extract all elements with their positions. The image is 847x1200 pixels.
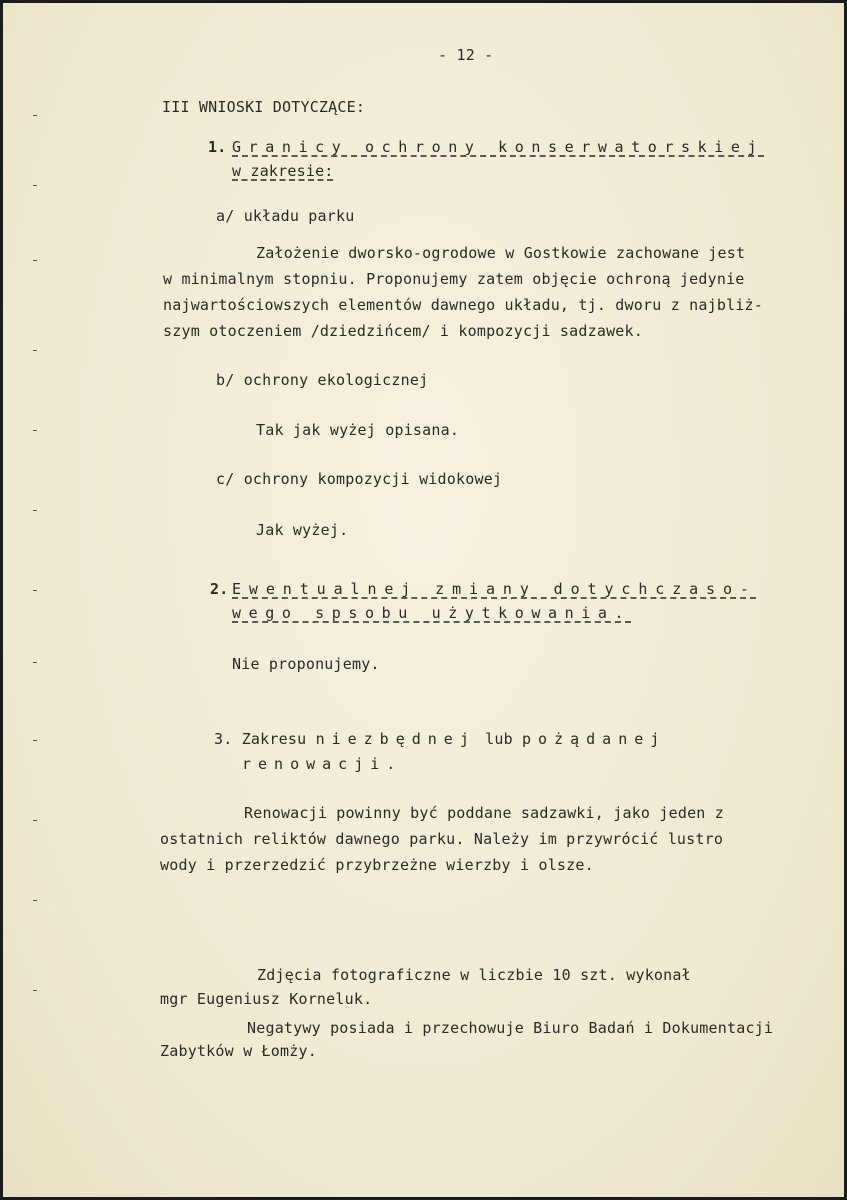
margin-mark — [33, 900, 37, 901]
item1-number: 1. — [208, 138, 227, 156]
margin-mark — [33, 740, 37, 741]
item3-title — [214, 730, 666, 748]
item2-number: 2. — [210, 580, 229, 598]
item3-line: ostatnich reliktów dawnego parku. Należy im przywrócić lustro — [160, 830, 724, 848]
margin-mark — [33, 590, 37, 591]
margin-mark — [33, 662, 37, 663]
margin-mark — [33, 990, 37, 991]
page-number: - 12 - — [438, 46, 494, 64]
item1c-label: c/ ochrony kompozycji widokowej — [216, 470, 503, 488]
item1a-line: najwartościowszych elementów dawnego układu, tj. dworu z najbliż- — [163, 296, 763, 314]
item3-line: Renowacji powinny być poddane sadzawki, jako jeden z — [244, 804, 724, 822]
margin-mark — [33, 185, 37, 186]
item2-title-cont: wego spsobu użytkowania. — [232, 604, 632, 622]
item3-title-a: Zakresu — [241, 730, 316, 748]
item2-text: Nie proponujemy. — [232, 655, 380, 673]
item1a-label: a/ układu parku — [216, 207, 355, 225]
item1a-line: Założenie dworsko-ogrodowe w Gostkowie zachowane jest — [256, 244, 746, 262]
item1c-text: Jak wyżej. — [256, 521, 349, 539]
item3-title-c: lub — [475, 730, 523, 748]
margin-mark — [33, 820, 37, 821]
margin-mark — [33, 350, 37, 351]
footer-line: mgr Eugeniusz Korneluk. — [160, 990, 373, 1008]
item2-title: Ewentualnej zmiany dotychczaso- — [232, 580, 757, 598]
item1-title-cont: w zakresie: — [232, 162, 334, 180]
item3-line: wody i przerzedzić przybrzeżne wierzby i olsze. — [160, 856, 594, 874]
item1b-text: Tak jak wyżej opisana. — [256, 421, 460, 439]
item3-title-b: niezbędnej — [315, 730, 476, 748]
item3-title-cont: renowacji. — [242, 755, 403, 773]
margin-mark — [33, 260, 37, 261]
item1a-line: w minimalnym stopniu. Proponujemy zatem objęcie ochroną jedynie — [163, 270, 745, 288]
item1a-line: szym otoczeniem /dziedzińcem/ i kompozycji sadzawek. — [163, 322, 643, 340]
item3-number: 3. — [214, 730, 233, 748]
item3-title-d: pożądanej — [522, 730, 667, 748]
item1b-label: b/ ochrony ekologicznej — [216, 371, 429, 389]
item1-title: Granicy ochrony konserwatorskiej — [232, 138, 765, 156]
margin-mark — [33, 430, 37, 431]
footer-line: Zdjęcia fotograficzne w liczbie 10 szt. wykonał — [257, 966, 691, 984]
margin-mark — [33, 115, 37, 116]
section-heading: III WNIOSKI DOTYCZĄCE: — [162, 98, 366, 116]
footer-line: Negatywy posiada i przechowuje Biuro Badań i Dokumentacji — [247, 1019, 774, 1037]
footer-line: Zabytków w Łomży. — [160, 1042, 317, 1060]
margin-mark — [33, 510, 37, 511]
